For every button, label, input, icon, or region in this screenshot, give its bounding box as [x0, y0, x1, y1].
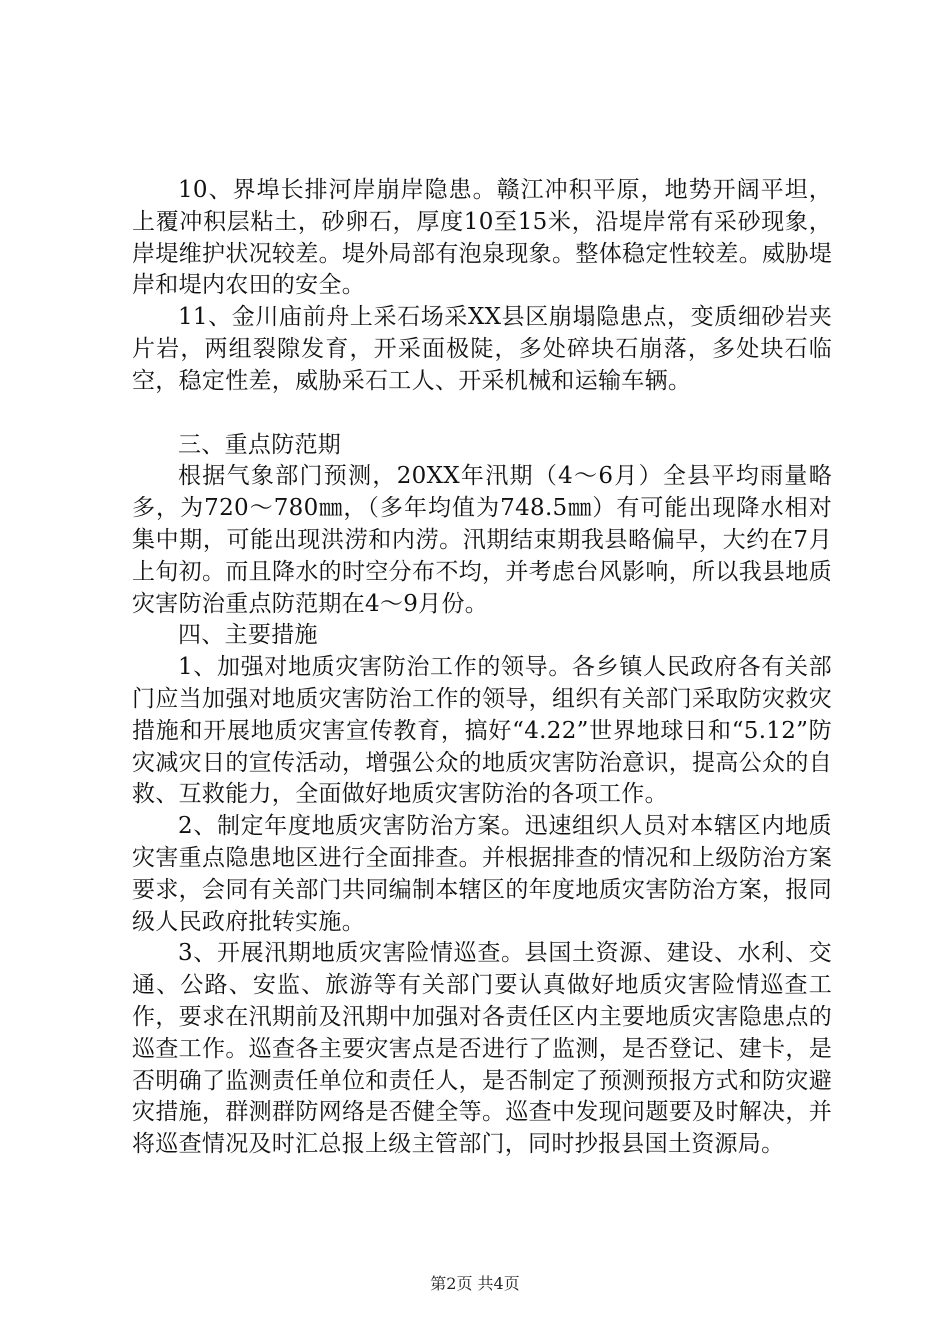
document-body [132, 175, 832, 1161]
paragraph-measure-3: 3、开展汛期地质灾害险情巡查。县国土资源、建设、水利、交通、公路、安监、旅游等有关部门要认真做好地质灾害险情巡查工作，要求在汛期前及汛期中加强对各责任区内主要地质灾害隐患点的巡查工作。巡查各主要灾害点是否进行了监测，是否登记、建卡，是否明确了监测责任单位和责任人，是否制定了预测预报方式和防灾避灾措施，群测群防网络是否健全等。巡查中发现问题要及时解决，并将巡查情况及时汇总报上级主管部门，同时抄报县国土资源局。 [132, 940, 832, 1158]
section-heading-key-period: 三、重点防范期 [178, 431, 342, 458]
paragraph-measure-1: 1、加强对地质灾害防治工作的领导。各乡镇人民政府各有关部门应当加强对地质灾害防治工作的领导，组织有关部门采取防灾救灾措施和开展地质灾害宣传教育，搞好“4.22”世界地球日和“5.12”防灾减灾日的宣传活动，增强公众的地质灾害防治意识，提高公众的自救、互救能力，全面做好地质灾害防治的各项工作。 [132, 654, 832, 808]
paragraph-hazard-11: 11、金川庙前舟上采石场采XX县区崩塌隐患点，变质细砂岩夹片岩，两组裂隙发育，开采面极陡，多处碎块石崩落，多处块石临空，稳定性差，威胁采石工人、开采机械和运输车辆。 [132, 304, 832, 394]
paragraph-measure-2: 2、制定年度地质灾害防治方案。迅速组织人员对本辖区内地质灾害重点隐患地区进行全面排查。并根据排查的情况和上级防治方案要求，会同有关部门共同编制本辖区的年度地质灾害防治方案，报同级人民政府批转实施。 [132, 813, 832, 935]
section-heading-main-measures: 四、主要措施 [178, 622, 318, 649]
paragraph-key-period: 根据气象部门预测，20XX年汛期（4～6月）全县平均雨量略多，为720～780㎜，（多年均值为748.5㎜）有可能出现降水相对集中期，可能出现洪涝和内涝。汛期结束期我县略偏早，大约在7月上旬初。而且降水的时空分布不均，并考虑台风影响，所以我县地质灾害防治重点防范期在4～9月份。 [132, 463, 832, 617]
paragraph-gap [132, 398, 832, 430]
page-footer: 第2页 共4页 [430, 1274, 520, 1293]
paragraph-hazard-10: 10、界埠长排河岸崩岸隐患。赣江冲积平原，地势开阔平坦，上覆冲积层粘土，砂卵石，厚度10至15米，沿堤岸常有采砂现象，岸堤维护状况较差。堤外局部有泡泉现象。整体稳定性较差。威胁堤岸和堤内农田的安全。 [132, 177, 832, 299]
